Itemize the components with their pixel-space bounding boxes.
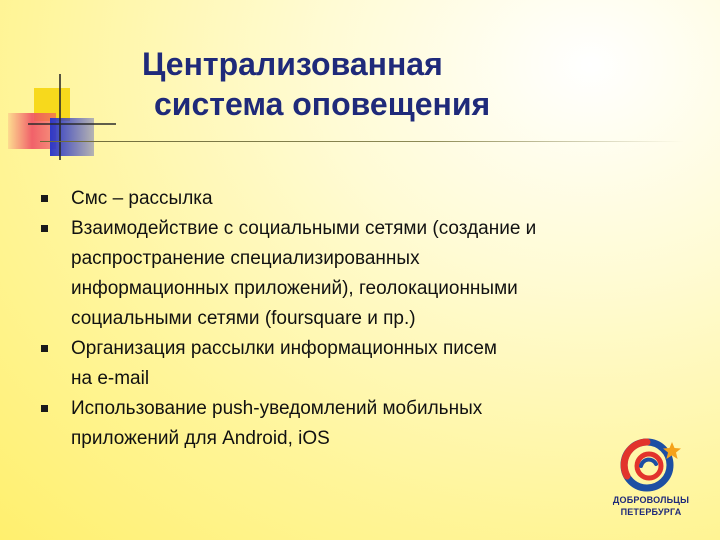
- bullet-list: [40, 184, 680, 454]
- title-underline: [40, 141, 684, 142]
- bullet-text-line: информационных приложений), геолокационными: [71, 278, 518, 299]
- bullet-text-line: Организация рассылки информационных писем: [71, 338, 497, 359]
- logo-wordmark: [601, 494, 701, 518]
- slide-title: [96, 44, 656, 124]
- logo-text-line: ДОБРОВОЛЬЦЫ: [612, 495, 690, 505]
- bullet-text-line: Смс – рассылка: [71, 188, 213, 209]
- logo-text-line: ПЕТЕРБУРГА: [620, 507, 682, 517]
- bullet-text-line: распространение специализированных: [71, 248, 420, 269]
- title-line: Централизованная: [142, 46, 443, 82]
- bullet-item: [40, 334, 680, 394]
- volunteers-logo: [601, 436, 701, 524]
- bullet-item: [40, 394, 680, 454]
- bullet-text-line: на e-mail: [71, 368, 150, 389]
- bullet-item: [40, 214, 680, 334]
- title-line: система оповещения: [154, 86, 491, 122]
- bullet-item: [40, 184, 680, 214]
- square-bullet-icon: [41, 195, 48, 202]
- swirl-emblem-icon: [619, 436, 683, 492]
- square-bullet-icon: [41, 345, 48, 352]
- bullet-text-line: Взаимодействие с социальными сетями (создание и: [71, 218, 537, 239]
- bullet-text-line: социальными сетями (foursquare и пр.): [71, 308, 416, 329]
- deco-red-square: [8, 113, 56, 149]
- bullet-text-line: приложений для Android, iOS: [71, 428, 330, 449]
- bullet-text-line: Использование push-уведомлений мобильных: [71, 398, 483, 419]
- square-bullet-icon: [41, 405, 48, 412]
- square-bullet-icon: [41, 225, 48, 232]
